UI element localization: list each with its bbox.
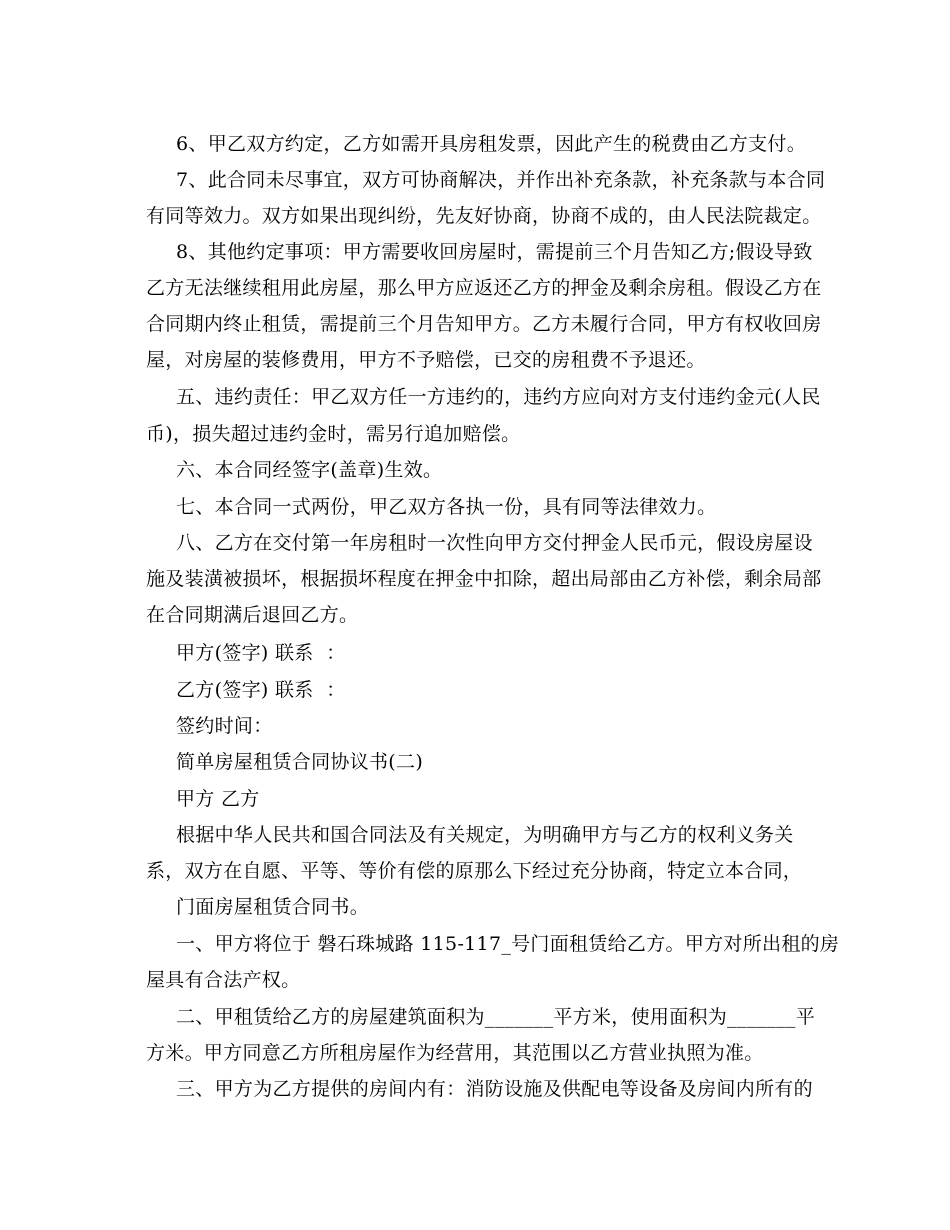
text-line: 根据中华人民共和国合同法及有关规定，为明确甲方与乙方的权利义务关 xyxy=(176,824,794,846)
text-line: 施及装潢被损坏，根据损坏程度在押金中扣除，超出局部由乙方补偿，剩余局部 xyxy=(146,568,822,590)
signature-party-b: 乙方(签字) 联系 ： xyxy=(176,679,346,701)
text-line: 合同期内终止租赁，需提前三个月告知甲方。乙方未履行合同，甲方有权收回房 xyxy=(146,313,822,335)
signing-date: 签约时间： xyxy=(176,715,273,737)
text-line: 五、违约责任：甲乙双方任一方违约的，违约方应向对方支付违约金元(人民 xyxy=(176,386,821,408)
text-line: 8、其他约定事项：甲方需要收回房屋时，需提前三个月告知乙方;假设导致 xyxy=(176,241,813,263)
text-line: 系，双方在自愿、平等、等价有偿的原那么下经过充分协商，特定立本合同， xyxy=(146,860,803,882)
section-title: 简单房屋租赁合同协议书(二) xyxy=(176,751,424,773)
signature-party-a: 甲方(签字) 联系 ： xyxy=(176,642,346,664)
text-line: 屋具有合法产权。 xyxy=(146,969,301,991)
text-line: 门面房屋租赁合同书。 xyxy=(176,896,370,918)
text-line: 二、甲租赁给乙方的房屋建筑面积为_______平方米，使用面积为_______平 xyxy=(176,1006,816,1028)
text-line: 屋，对房屋的装修费用，甲方不予赔偿，已交的房租费不予退还。 xyxy=(146,349,706,371)
text-line: 6、甲乙双方约定，乙方如需开具房租发票，因此产生的税费由乙方支付。 xyxy=(176,133,806,155)
parties-line: 甲方 乙方 xyxy=(176,788,260,810)
text-line: 八、乙方在交付第一年房租时一次性向甲方交付押金人民币元，假设房屋设 xyxy=(176,532,813,554)
text-line: 乙方无法继续租用此房屋，那么甲方应返还乙方的押金及剩余房租。假设乙方在 xyxy=(146,277,822,299)
text-line: 有同等效力。双方如果出现纠纷，先友好协商，协商不成的，由人民法院裁定。 xyxy=(146,205,822,227)
text-line: 在合同期满后退回乙方。 xyxy=(146,604,359,626)
text-line: 六、本合同经签字(盖章)生效。 xyxy=(176,459,443,481)
text-line: 三、甲方为乙方提供的房间内有：消防设施及供配电等设备及房间内所有的 xyxy=(176,1078,813,1100)
text-line: 七、本合同一式两份，甲乙双方各执一份，具有同等法律效力。 xyxy=(176,496,717,518)
text-line: 币)，损失超过违约金时，需另行追加赔偿。 xyxy=(146,423,521,445)
text-line: 一、甲方将位于 磐石珠城路 115-117_号门面租赁给乙方。甲方对所出租的房 xyxy=(176,933,840,955)
text-line: 方米。甲方同意乙方所租房屋作为经营用，其范围以乙方营业执照为准。 xyxy=(146,1042,764,1064)
text-line: 7、此合同未尽事宜，双方可协商解决，并作出补充条款，补充条款与本合同 xyxy=(176,169,826,191)
